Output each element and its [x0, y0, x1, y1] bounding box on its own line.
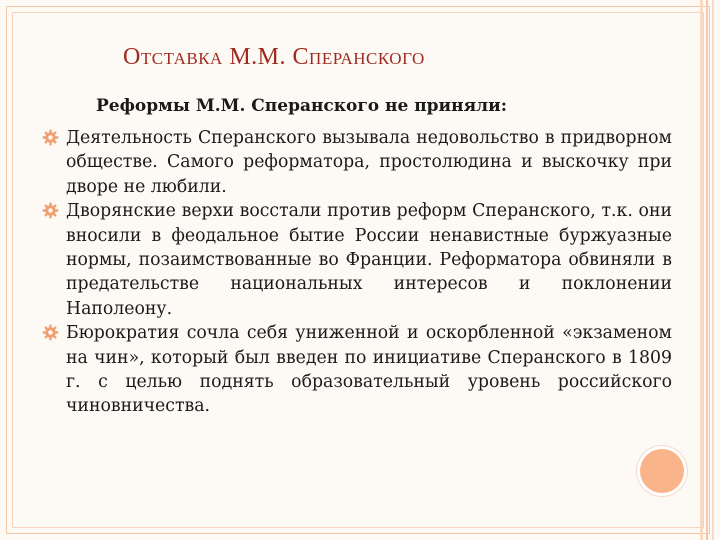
title-initial: О: [123, 44, 141, 70]
title-name: М.М.: [222, 44, 293, 70]
gear-icon: [42, 129, 59, 146]
title-word: ТСТАВКА: [140, 49, 223, 68]
lead-text: Реформы М.М. Сперанского не приняли:: [96, 96, 508, 116]
bullet-item: [42, 321, 672, 419]
title-initial: С: [292, 44, 310, 70]
decorative-circle: [640, 449, 684, 493]
bullet-text: Дворянские верхи восстали против реформ Сперанского, т.к. они вносили в феодальное бытие России ненавистные буржуазные нормы, позаимствованные во Франции. Реформатора обвиняли в предательстве национальных интересов и поклонении Наполеону.: [66, 201, 672, 319]
decorative-stripe: [712, 0, 714, 540]
gear-icon: [42, 324, 59, 341]
decorative-stripe: [700, 0, 703, 540]
gear-icon: [42, 202, 59, 219]
bullet-list: [42, 126, 672, 419]
slide-title: [123, 44, 643, 71]
title-word: ПЕРАНСКОГО: [309, 49, 425, 68]
bullet-text: Бюрократия сочла себя униженной и оскорбленной «экзаменом на чин», который был введен по инициативе Сперанского в 1809 г. с целью поднять образовательный уровень российского чиновничества.: [66, 323, 672, 417]
bullet-item: [42, 199, 672, 321]
decorative-stripe: [706, 0, 708, 540]
bullet-text: Деятельность Сперанского вызывала недовольство в придворном обществе. Самого реформатора, простолюдина и выскочку при дворе не любили.: [66, 128, 672, 197]
bullet-item: [42, 126, 672, 199]
